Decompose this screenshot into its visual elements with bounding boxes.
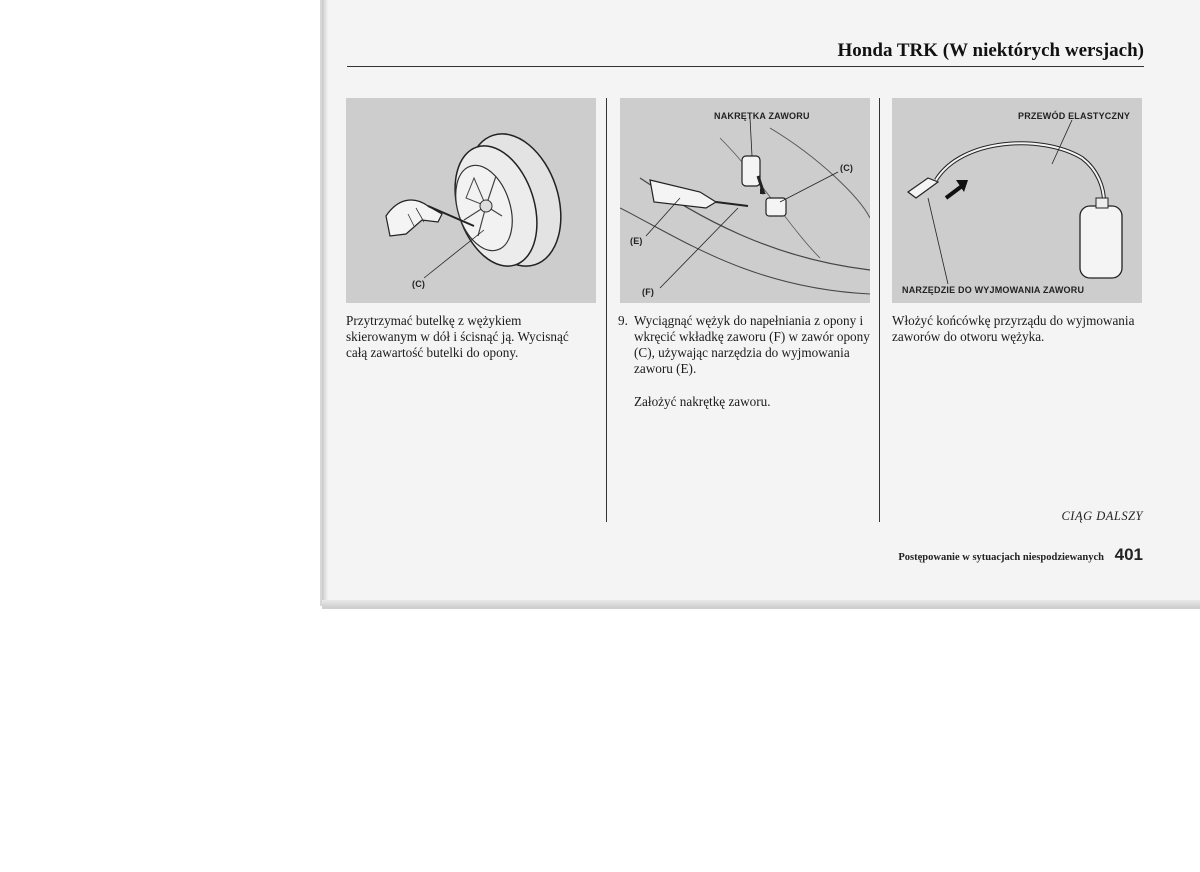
valve-figure — [620, 98, 870, 303]
callout-f-label: (F) — [642, 287, 655, 297]
callout-hose: PRZEWÓD ELASTYCZNY — [1018, 111, 1131, 121]
title-rule — [347, 66, 1144, 67]
continued-label: CIĄG DALSZY — [1061, 509, 1143, 523]
callout-e-label: (E) — [630, 236, 643, 246]
tire-bottle-illustration — [346, 98, 596, 303]
step-text: Wyciągnąć wężyk do napełniania z opony i wkręcić wkładkę zaworu (F) w zawór opony (C), używając narzędzia do wyjmowania zaworu (E). — [634, 313, 870, 376]
callout-valve-tool: NARZĘDZIE DO WYJMOWANIA ZAWORU — [902, 285, 1085, 295]
hose-tool-illustration — [892, 98, 1142, 303]
column-divider-1 — [606, 98, 607, 522]
callout-c-label: (C) — [412, 279, 426, 289]
column-divider-2 — [879, 98, 880, 522]
page-number: 401 — [1114, 545, 1143, 564]
valve-illustration — [620, 98, 870, 303]
section-title: Honda TRK (W niektórych wersjach) — [837, 40, 1144, 61]
step-number: 9. — [618, 313, 628, 328]
tire-bottle-figure — [346, 98, 596, 303]
left-column-paragraph: Przytrzymać butelkę z wężykiem skierowanym w dół i ścisnąć ją. Wycisnąć całą zawartość butelki do opony. — [346, 313, 569, 360]
hose-tool-figure — [892, 98, 1142, 303]
right-column-paragraph: Włożyć końcówkę przyrządu do wyjmowania zaworów do otworu wężyka. — [892, 313, 1135, 344]
page-bottom-edge — [322, 600, 1200, 608]
footer-section-name: Postępowanie w sytuacjach niespodziewanych — [898, 552, 1104, 563]
callout-c-label: (C) — [840, 163, 854, 173]
page-binding-shadow — [322, 0, 328, 606]
step-note: Założyć nakrętkę zaworu. — [634, 394, 771, 409]
callout-valve-cap: NAKRĘTKA ZAWORU — [714, 111, 810, 121]
step-9 — [618, 313, 872, 403]
